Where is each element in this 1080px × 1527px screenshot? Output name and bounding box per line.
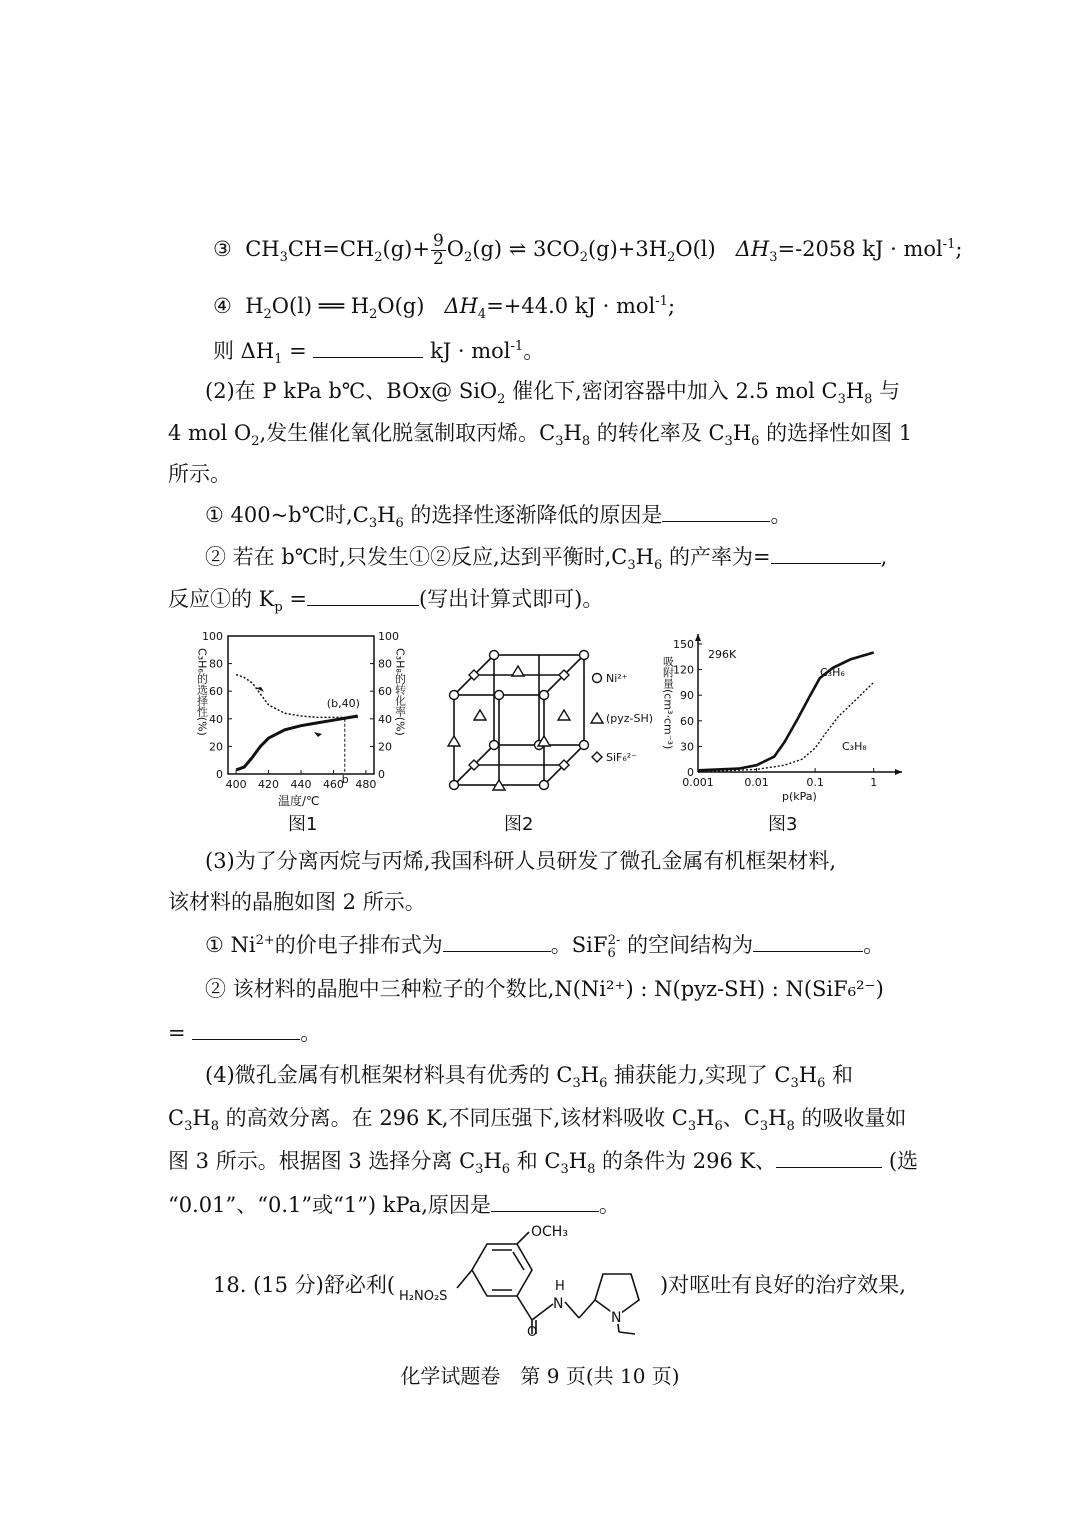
legend-sif6: SiF₆²⁻	[606, 751, 637, 764]
figure-1-caption: 图1	[288, 814, 318, 835]
figure-3-caption: 图3	[768, 814, 798, 835]
q2-sub1: ① 400~b℃时$,C_3H_6$ 的选择性逐渐降低的原因是 。	[205, 503, 792, 532]
temperature-label: 296K	[708, 648, 737, 661]
q4-line1: (4)微孔金属有机框架材料具有优秀的 $C_3H_6$ 捕获能力,实现了 $C_3H_6$ 和	[205, 1063, 854, 1092]
ni-ion	[540, 691, 549, 700]
right-axis-label: C₃H₈的转化率(%)	[393, 648, 407, 736]
figure-2	[440, 640, 670, 800]
ni-ion	[580, 741, 589, 750]
y2-tick-label: 80	[378, 657, 392, 671]
x-axis-label: 温度/℃	[278, 794, 320, 808]
diamond-legend-icon	[592, 752, 602, 762]
y-tick-label: 120	[673, 663, 694, 677]
answer-blank[interactable]	[491, 1191, 599, 1212]
y-tick-label: 0	[687, 766, 694, 779]
answer-blank[interactable]	[662, 501, 770, 522]
q3-line1: (3)为了分离丙烷与丙烯,我国科研人员研发了微孔金属有机框架材料,	[205, 849, 837, 873]
answer-blank[interactable]	[313, 337, 423, 358]
y2-tick-label: 20	[378, 740, 392, 754]
y-tick-label: 80	[209, 657, 223, 671]
q4-line4: “0.01”、“0.1”或“1”) kPa,原因是 。	[168, 1193, 620, 1217]
y2-tick-label: 40	[378, 712, 392, 726]
ni-ion	[580, 651, 589, 660]
c3h6-label: C₃H₆	[820, 666, 845, 679]
equation-3: ③ $CH_3CH=CH_2(g)+$ $\frac{9}{2}$ $O_2(g)$ ⇌ $3CO_2(g)+3H_2O(l)$ $\Delta H_3=-2058$ kJ · mol$^{-1}$;	[213, 231, 963, 269]
c3h8-label: C₃H₈	[842, 740, 867, 753]
ring-n-label: N	[611, 1310, 622, 1326]
sulpiride-structure	[395, 1222, 660, 1337]
q3-sub1: ① $Ni^{2+}$的价电子排布式为 。SiF$_6^{2-}$ 的空间结构为 。	[205, 933, 885, 962]
y-tick-label: 150	[673, 638, 694, 651]
y-tick-label: 40	[209, 712, 223, 726]
figure-1	[180, 628, 410, 808]
y2-tick-label: 100	[378, 630, 399, 643]
y-tick-label: 60	[209, 685, 223, 699]
y-tick-label: 100	[202, 630, 223, 643]
legend-ni: Ni²⁺	[606, 672, 628, 685]
page-footer: 化学试题卷 第 9 页(共 10 页)	[400, 1364, 680, 1388]
y-tick-label: 30	[680, 740, 694, 754]
q4-line2: $C_3H_8$ 的高效分离。在 296 K,不同压强下,该材料吸收 $C_3H_6$、$C_3H_8$ 的吸收量如	[168, 1106, 907, 1135]
equation-4: ④ $H_2O(l)$ ══ $H_2O(g)$ $\Delta H_4=+44.0$ kJ · mol$^{-1}$;	[213, 294, 676, 323]
y-arrow-icon	[695, 634, 701, 641]
q2-line3: 所示。	[168, 462, 231, 486]
left-axis-label: C₃H₆的选择性(%)	[195, 648, 209, 736]
q2-line1: (2)在 P kPa b℃、BOx@ SiO$_2$ 催化下,密闭容器中加入 2.5 mol $C_3H_8$ 与	[205, 379, 901, 408]
ni-ion	[450, 691, 459, 700]
b-tick-label: b	[341, 773, 349, 786]
answer-blank[interactable]	[443, 931, 551, 952]
pyz-sh-ligand	[512, 666, 524, 676]
x-tick-label: 0.001	[682, 776, 714, 789]
x-tick-label: 400	[225, 778, 247, 791]
x-tick-label: 480	[355, 778, 377, 791]
ni-ion	[540, 781, 549, 790]
h-label: H	[555, 1279, 565, 1294]
answer-blank[interactable]	[307, 585, 419, 606]
fraction-9-2: $\frac{9}{2}$	[432, 231, 444, 269]
answer-blank[interactable]	[192, 1019, 300, 1040]
answer-blank[interactable]	[771, 543, 881, 564]
x-arrow-icon	[895, 769, 902, 775]
c3h8-isotherm	[698, 682, 874, 772]
question-dh1: 则 $\Delta H_1$ = kJ · mol$^{-1}$。	[213, 339, 545, 368]
answer-blank[interactable]	[753, 931, 863, 952]
x-tick-label: 420	[258, 778, 280, 791]
q2-line2: 4 mol $O_2$,发生催化氧化脱氢制取丙烯。$C_3H_8$ 的转化率及 $C_3H_6$ 的选择性如图 1	[168, 421, 913, 450]
ni-ion	[450, 781, 459, 790]
ni-ion	[495, 691, 504, 700]
figure-2-caption: 图2	[504, 814, 534, 835]
pyz-sh-ligand	[558, 710, 570, 720]
x-tick-label: 0.01	[744, 776, 769, 789]
triangle-legend-icon	[591, 713, 603, 723]
y2-tick-label: 60	[378, 685, 392, 699]
h2no2s-label: H₂NO₂S	[399, 1289, 448, 1304]
point-label: (b,40)	[326, 696, 360, 710]
y2-tick-label: 0	[378, 768, 385, 781]
legend-pyz: (pyz-SH)	[606, 712, 654, 725]
x-tick-label: 1	[870, 776, 878, 789]
n-label: N	[553, 1296, 564, 1312]
x-tick-label: 0.1	[806, 776, 824, 789]
circle-legend-icon	[593, 674, 602, 683]
y-tick-label: 0	[216, 768, 223, 781]
q3-line2: 该材料的晶胞如图 2 所示。	[168, 890, 426, 914]
pyz-sh-ligand	[448, 736, 460, 746]
ni-ion	[490, 651, 499, 660]
ni-ion	[490, 741, 499, 750]
arrow-icon	[314, 732, 322, 737]
y-tick-label: 90	[680, 689, 694, 703]
x-tick-label: 440	[290, 778, 312, 791]
q18-prefix: 18. (15 分)舒必利(	[213, 1273, 396, 1297]
q4-line3: 图 3 所示。根据图 3 选择分离 $C_3H_6$ 和 $C_3H_8$ 的条件为 296 K、 (选	[168, 1149, 919, 1178]
q3-sub2: ② 该材料的晶胞中三种粒子的个数比,N(Ni²⁺) : N(pyz-SH) : N(SiF₆²⁻)	[205, 977, 884, 1001]
q2-kp: 反应①的 $K_p$ = (写出计算式即可)。	[168, 587, 604, 616]
y-tick-label: 60	[680, 714, 694, 728]
arrow-icon	[256, 687, 264, 692]
q18-suffix: )对呕吐有良好的治疗效果,	[660, 1273, 906, 1297]
answer-blank[interactable]	[776, 1147, 882, 1168]
conversion-curve	[236, 716, 358, 770]
x-axis-label: p(kPa)	[782, 790, 817, 803]
och3-label: OCH₃	[531, 1224, 568, 1240]
figure-3	[662, 630, 912, 810]
q3-sub2-answer: = 。	[168, 1021, 322, 1045]
pyz-sh-ligand	[474, 710, 486, 720]
o-label: O	[527, 1325, 538, 1337]
x-tick-label: 460	[322, 778, 344, 791]
y-tick-label: 20	[209, 740, 223, 754]
q2-sub2: ② 若在 b℃时,只发生①②反应,达到平衡时$,C_3H_6$ 的产率为= ,	[205, 545, 888, 574]
y-axis-label: 吸附量(cm³·cm⁻³)	[662, 656, 675, 750]
